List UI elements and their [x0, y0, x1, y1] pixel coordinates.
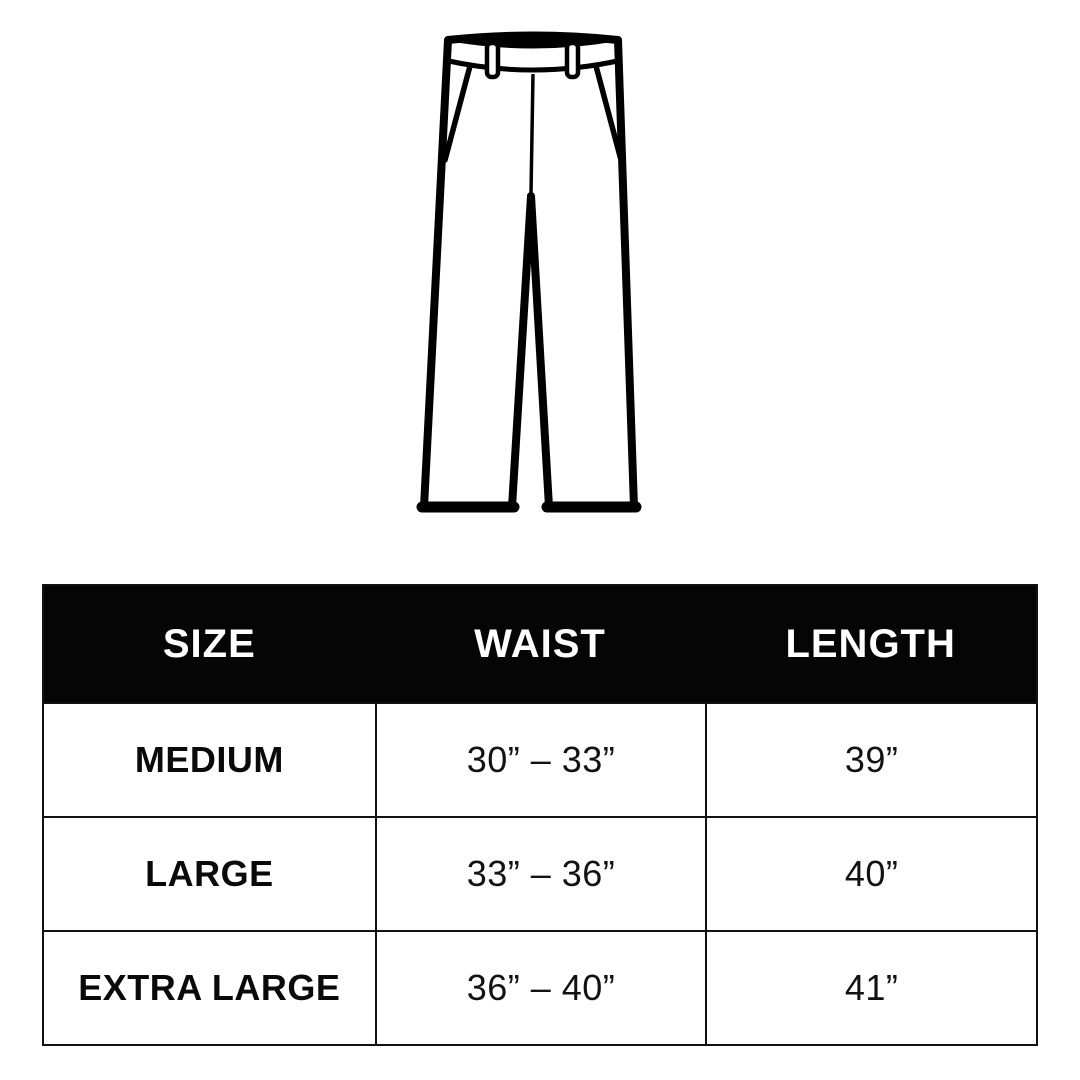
table-row-large	[44, 816, 1036, 930]
pants-silhouette	[424, 36, 634, 508]
length-cell: 41”	[705, 932, 1036, 1044]
length-cell: 39”	[705, 704, 1036, 816]
left-belt-loop	[487, 43, 498, 77]
table-row-extra-large	[44, 930, 1036, 1044]
column-header-waist: WAIST	[474, 621, 606, 666]
crease-line	[531, 74, 533, 193]
column-header-length: LENGTH	[785, 621, 956, 666]
table-row-medium	[44, 702, 1036, 816]
waist-cell: 30” – 33”	[375, 704, 706, 816]
length-cell: 40”	[705, 818, 1036, 930]
table-header-row	[44, 586, 1036, 702]
waist-cell: 33” – 36”	[375, 818, 706, 930]
column-header-size: SIZE	[162, 621, 256, 666]
size-cell: EXTRA LARGE	[78, 967, 341, 1008]
size-cell: MEDIUM	[134, 739, 284, 780]
waist-cell: 36” – 40”	[375, 932, 706, 1044]
pants-icon	[413, 25, 667, 530]
size-cell: LARGE	[145, 853, 274, 894]
pants-illustration	[413, 25, 667, 530]
right-belt-loop	[567, 43, 578, 77]
size-chart-table	[42, 584, 1038, 1046]
